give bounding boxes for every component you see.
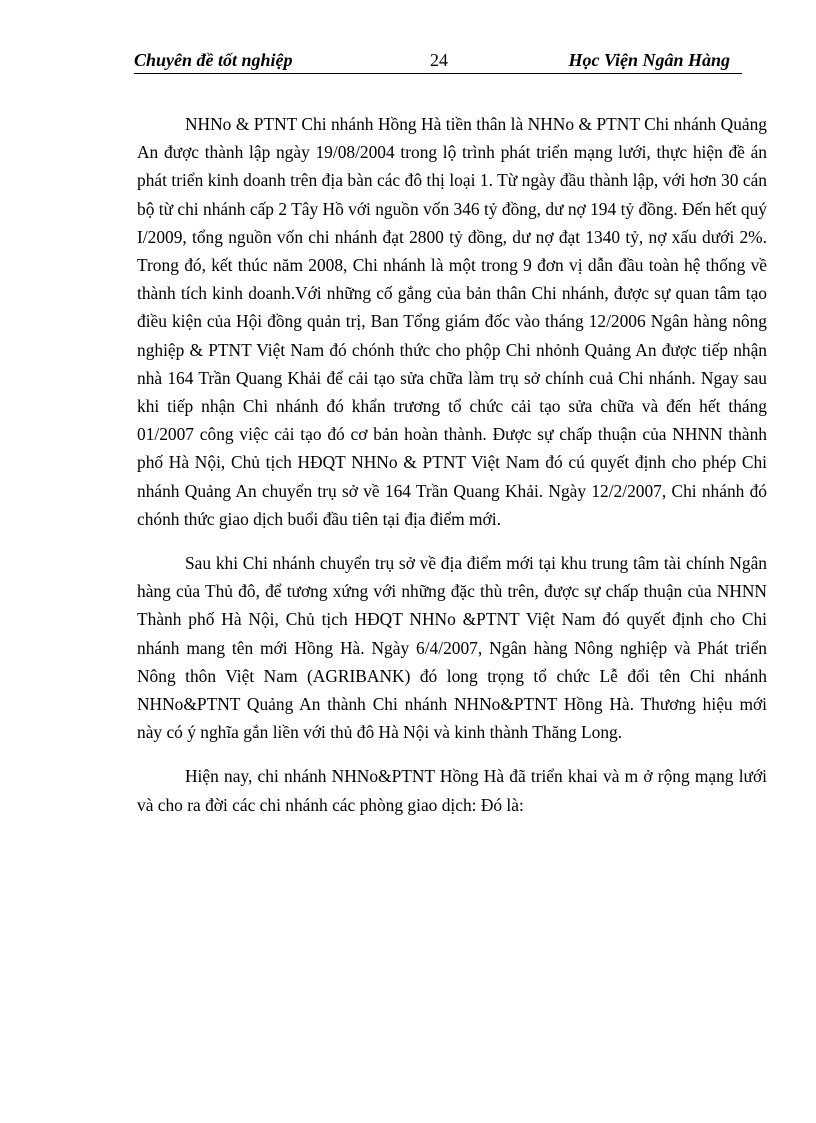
- paragraph-1: NHNo & PTNT Chi nhánh Hồng Hà tiền thân là NHNo & PTNT Chi nhánh Quảng An được thành lập ngày 19/08/2004 trong lộ trình phát triển mạng lưới, thực hiện đề án phát triển kinh doanh trên địa bàn các đô thị loại 1. Từ ngày đầu thành lập, với hơn 30 cán bộ từ chi nhánh cấp 2 Tây Hồ với nguồn vốn 346 tỷ đồng, dư nợ 194 tỷ đồng. Đến hết quý I/2009, tổng nguồn vốn chi nhánh đạt 2800 tỷ đồng, dư nợ đạt 1340 tỷ, nợ xấu dưới 2%. Trong đó, kết thúc năm 2008, Chi nhánh là một trong 9 đơn vị dẫn đầu toàn hệ thống về thành tích kinh doanh.Với những cố gắng của bản thân Chi nhánh, được sự quan tâm tạo điều kiện của Hội đồng quản trị, Ban Tổng giám đốc vào tháng 12/2006 Ngân hàng nông nghiệp & PTNT Việt Nam đó chónh thức cho phộp Chi nhỏnh Quảng An được tiếp nhận nhà 164 Trần Quang Khải để cải tạo sửa chữa làm trụ sở chính cuả Chi nhánh. Ngay sau khi tiếp nhận Chi nhánh đó khẩn trương tổ chức cải tạo sửa chữa và đến hết tháng 01/2007 công việc cải tạo đó cơ bản hoàn thành. Được sự chấp thuận của NHNN thành phố Hà Nội, Chủ tịch HĐQT NHNo & PTNT Việt Nam đó cú quyết định cho phép Chi nhánh Quảng An chuyển trụ sở về 164 Trần Quang Khải. Ngày 12/2/2007, Chi nhánh đó chónh thức giao dịch buổi đầu tiên tại địa điểm mới.: [137, 114, 767, 529]
- header-left-title: Chuyên đề tốt nghiệp: [134, 50, 293, 70]
- paragraph-3: Hiện nay, chi nhánh NHNo&PTNT Hồng Hà đã triển khai và m ở rộng mạng lưới và cho ra đời các chi nhánh các phòng giao dịch: Đó là:: [137, 766, 767, 815]
- page-header: [134, 47, 742, 74]
- body-text: [137, 110, 767, 819]
- header-right-title: Học Viện Ngân Hàng: [568, 50, 730, 70]
- paragraph-2: Sau khi Chi nhánh chuyển trụ sở về địa điểm mới tại khu trung tâm tài chính Ngân hàng của Thủ đô, để tương xứng với những đặc thù trên, được sự chấp thuận của NHNN Thành phố Hà Nội, Chủ tịch HĐQT NHNo &PTNT Việt Nam đó quyết định cho Chi nhánh mang tên mới Hồng Hà. Ngày 6/4/2007, Ngân hàng Nông nghiệp và Phát triển Nông thôn Việt Nam (AGRIBANK) đó long trọng tổ chức Lễ đổi tên Chi nhánh NHNo&PTNT Quảng An thành Chi nhánh NHNo&PTNT Hồng Hà. Thương hiệu mới này có ý nghĩa gắn liền với thủ đô Hà Nội và kinh thành Thăng Long.: [137, 553, 767, 743]
- page-number: 24: [430, 50, 448, 70]
